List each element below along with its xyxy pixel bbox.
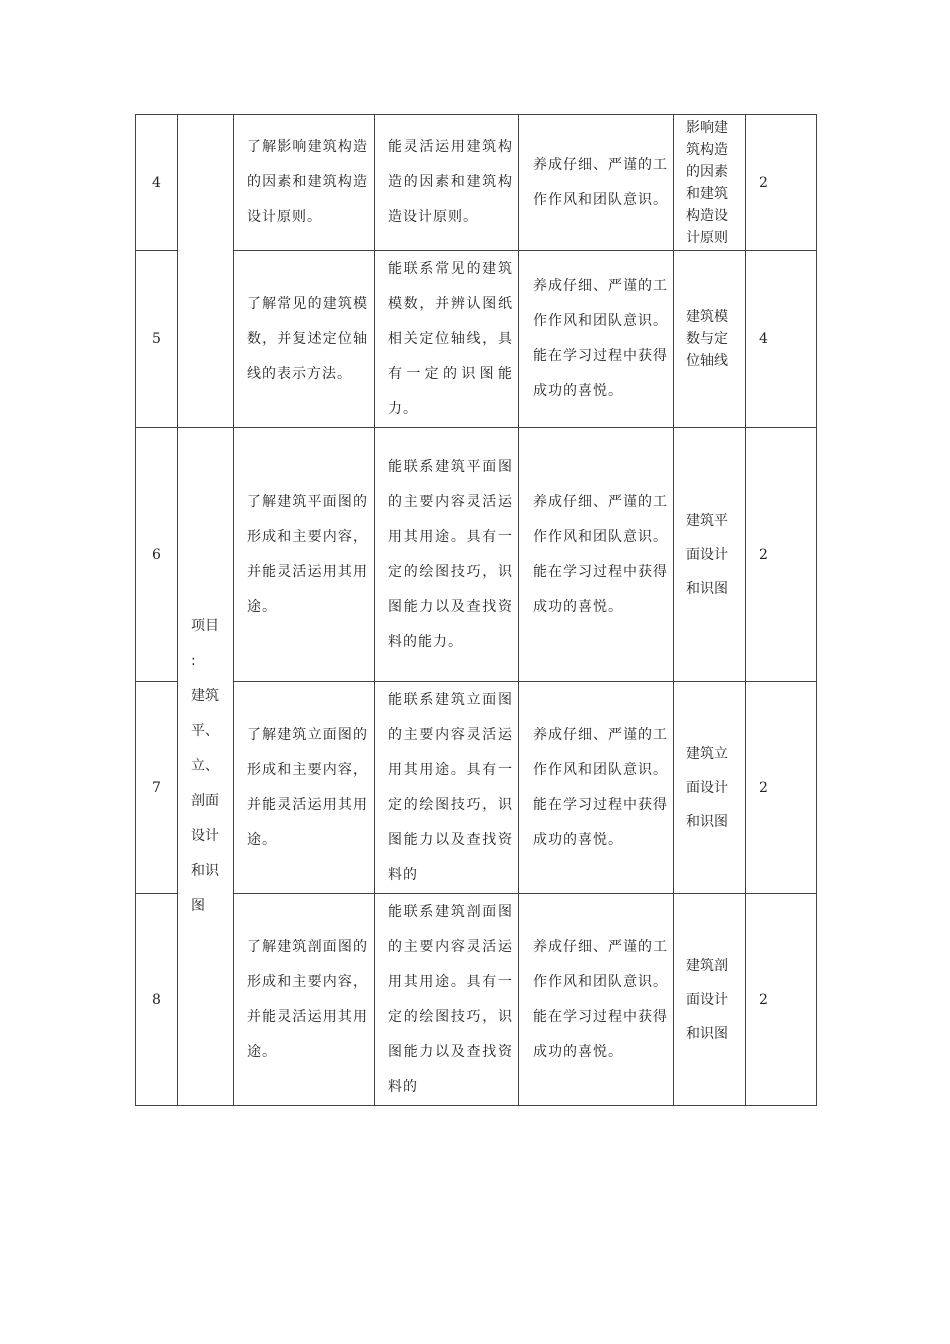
content-cell: 建筑模 数与定 位轴线 [674,251,746,428]
table-row [136,894,817,1106]
knowledge-goal-cell: 了解影响建筑构造的因素和建筑构造设计原则。 [234,115,375,251]
quality-goal-cell: 养成仔细、严谨的工作作风和团队意识。能在学习过程中获得成功的喜悦。 [519,428,674,682]
row-number: 8 [136,894,178,1106]
ability-goal-cell: 能联系常见的建筑模数，并辨认图纸相关定位轴线，具有一定的识图能力。 [375,251,519,428]
row-number: 5 [136,251,178,428]
quality-goal-cell: 养成仔细、严谨的工作作风和团队意识。能在学习过程中获得成功的喜悦。 [519,894,674,1106]
ability-goal-cell: 能灵活运用建筑构造的因素和建筑构造设计原则。 [375,115,519,251]
content-cell: 建筑立 面设计 和识图 [674,682,746,894]
ability-goal-cell: 能联系建筑立面图的主要内容灵活运用其用途。具有一定的绘图技巧，识图能力以及查找资料的 [375,682,519,894]
ability-goal-cell: 能联系建筑平面图的主要内容灵活运用其用途。具有一定的绘图技巧，识图能力以及查找资料的能力。 [375,428,519,682]
syllabus-table [135,114,817,1106]
table-row [136,428,817,682]
quality-goal-cell: 养成仔细、严谨的工作作风和团队意识。能在学习过程中获得成功的喜悦。 [519,682,674,894]
project-cell-a [178,115,234,428]
row-number: 6 [136,428,178,682]
table-row [136,682,817,894]
row-number: 4 [136,115,178,251]
content-cell: 建筑剖 面设计 和识图 [674,894,746,1106]
quality-goal-cell: 养成仔细、严谨的工作作风和团队意识。 [519,115,674,251]
table-row [136,115,817,251]
knowledge-goal-cell: 了解常见的建筑模数，并复述定位轴线的表示方法。 [234,251,375,428]
table-row [136,251,817,428]
project-cell-b: 项目 : 建筑 平、 立、 剖面 设计 和识 图 [178,428,234,1106]
hours-cell: 2 [746,115,817,251]
row-number: 7 [136,682,178,894]
content-cell: 影响建 筑构造 的因素 和建筑 构造设 计原则 [674,115,746,251]
content-cell: 建筑平 面设计 和识图 [674,428,746,682]
knowledge-goal-cell: 了解建筑剖面图的形成和主要内容，并能灵活运用其用途。 [234,894,375,1106]
ability-goal-cell: 能联系建筑剖面图的主要内容灵活运用其用途。具有一定的绘图技巧，识图能力以及查找资料的 [375,894,519,1106]
hours-cell: 4 [746,251,817,428]
hours-cell: 2 [746,682,817,894]
quality-goal-cell: 养成仔细、严谨的工作作风和团队意识。能在学习过程中获得成功的喜悦。 [519,251,674,428]
hours-cell: 2 [746,894,817,1106]
knowledge-goal-cell: 了解建筑平面图的形成和主要内容，并能灵活运用其用途。 [234,428,375,682]
hours-cell: 2 [746,428,817,682]
knowledge-goal-cell: 了解建筑立面图的形成和主要内容，并能灵活运用其用途。 [234,682,375,894]
